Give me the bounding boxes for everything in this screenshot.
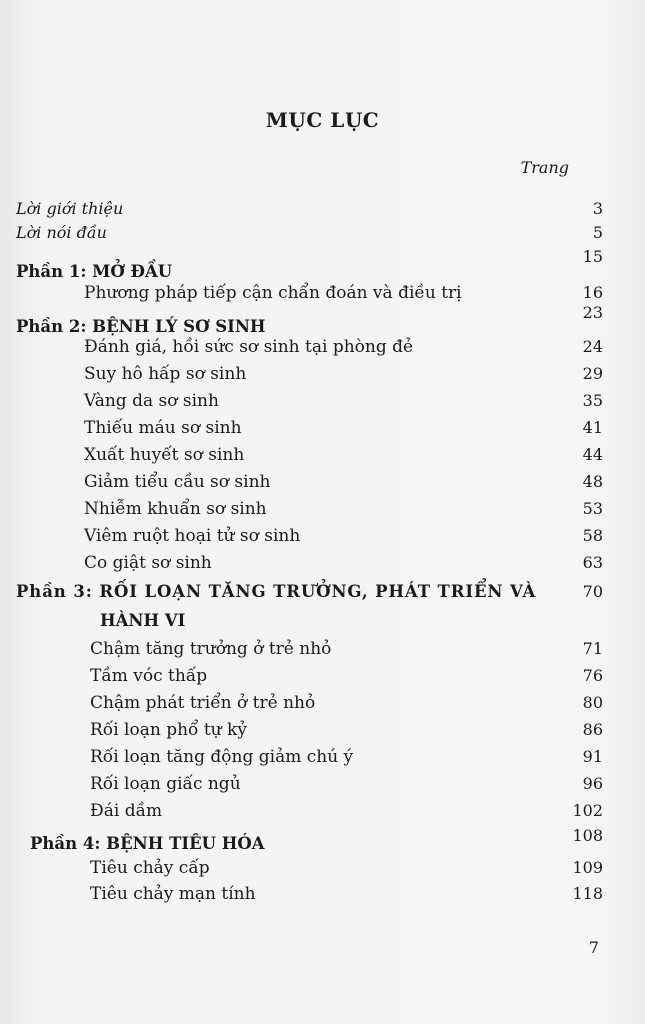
toc-entry-page: 24 [582,337,603,356]
toc-entry-page: 44 [582,445,603,464]
toc-entry [0,747,645,771]
toc-section-label: Phần 4: BỆNH TIÊU HÓA [30,834,265,853]
toc-entry-page: 86 [582,720,603,739]
toc-entry-label: Phương pháp tiếp cận chẩn đoán và điều trị [84,283,462,303]
toc-entry-label: Chậm tăng trưởng ở trẻ nhỏ [90,639,332,659]
toc-section-label: Phần 3: RỐI LOẠN TĂNG TRƯỞNG, PHÁT TRIỂN VÀ [16,582,537,601]
toc-entry-page: 70 [582,582,603,601]
toc-entry-label: Co giật sơ sinh [84,553,212,573]
toc-entry [0,693,645,717]
toc-entry-label: Đánh giá, hồi sức sơ sinh tại phòng đẻ [84,337,414,357]
toc-entry-page: 108 [572,826,603,845]
toc-section-label: Phần 1: MỞ ĐẦU [16,262,173,281]
page-column-header: Trang [520,158,569,177]
toc-entry [0,364,645,388]
toc-entry-page: 29 [582,364,603,383]
toc-entry-page: 118 [572,884,603,903]
toc-entry-page: 23 [582,303,603,322]
toc-entry [0,337,645,361]
toc-entry-label: Vàng da sơ sinh [84,391,219,411]
toc-entry-page: 48 [582,472,603,491]
toc-entry-page: 76 [582,666,603,685]
toc-section [0,834,645,858]
toc-entry [0,884,645,908]
toc-entry-label: Chậm phát triển ở trẻ nhỏ [90,693,316,713]
toc-entry-label: Giảm tiểu cầu sơ sinh [84,472,271,492]
toc-entry-page: 96 [582,774,603,793]
toc-entry-label: Rối loạn tăng động giảm chú ý [90,747,354,767]
toc-entry-page: 91 [582,747,603,766]
toc-entry-label: Xuất huyết sơ sinh [84,445,245,465]
toc-entry-label: Tầm vóc thấp [90,666,208,686]
toc-entry [0,666,645,690]
toc-entry-page: 63 [582,553,603,572]
toc-entry-label: Thiếu máu sơ sinh [84,418,242,438]
toc-entry [0,445,645,469]
toc-entry-label: Lời giới thiệu [16,199,124,218]
toc-entry [0,720,645,744]
toc-entry-label: Tiêu chảy mạn tính [90,884,256,904]
page-title: MỤC LỤC [265,108,380,132]
toc-entry-page: 109 [572,858,603,877]
toc-entry-page: 102 [572,801,603,820]
toc-entry [0,391,645,415]
toc-entry-page: 15 [582,247,603,266]
toc-entry-page: 71 [582,639,603,658]
toc-entry [0,526,645,550]
toc-entry [0,223,645,247]
page-number: 7 [588,938,599,957]
toc-entry-label: Đái dầm [90,801,163,821]
toc-entry-page: 16 [582,283,603,302]
toc-section-label: Phần 2: BỆNH LÝ SƠ SINH [16,317,266,336]
toc-entry [0,774,645,798]
toc-section [0,611,645,635]
toc-section [0,582,645,606]
toc-entry-page: 80 [582,693,603,712]
toc-entry [0,499,645,523]
toc-entry-page: 35 [582,391,603,410]
toc-entry [0,801,645,825]
toc-entry-label: Nhiễm khuẩn sơ sinh [84,499,267,519]
toc-entry-label: Suy hô hấp sơ sinh [84,364,247,384]
toc-entry-page: 5 [592,223,603,242]
toc-entry-label: Rối loạn phổ tự kỷ [90,720,247,740]
toc-entry-label: Rối loạn giấc ngủ [90,774,241,794]
toc-entry [0,418,645,442]
toc-entry [0,553,645,577]
toc-entry [0,199,645,223]
toc-entry-page: 3 [592,199,603,218]
toc-entry [0,858,645,882]
toc-section-label: HÀNH VI [100,611,186,630]
toc-entry-label: Tiêu chảy cấp [90,858,210,878]
toc-entry-page: 58 [582,526,603,545]
toc-entry-label: Viêm ruột hoại tử sơ sinh [84,526,301,546]
toc-entry-page: 53 [582,499,603,518]
toc-entry-label: Lời nói đầu [16,223,107,242]
toc-entry [0,472,645,496]
toc-entry-page: 41 [582,418,603,437]
toc-entry [0,639,645,663]
